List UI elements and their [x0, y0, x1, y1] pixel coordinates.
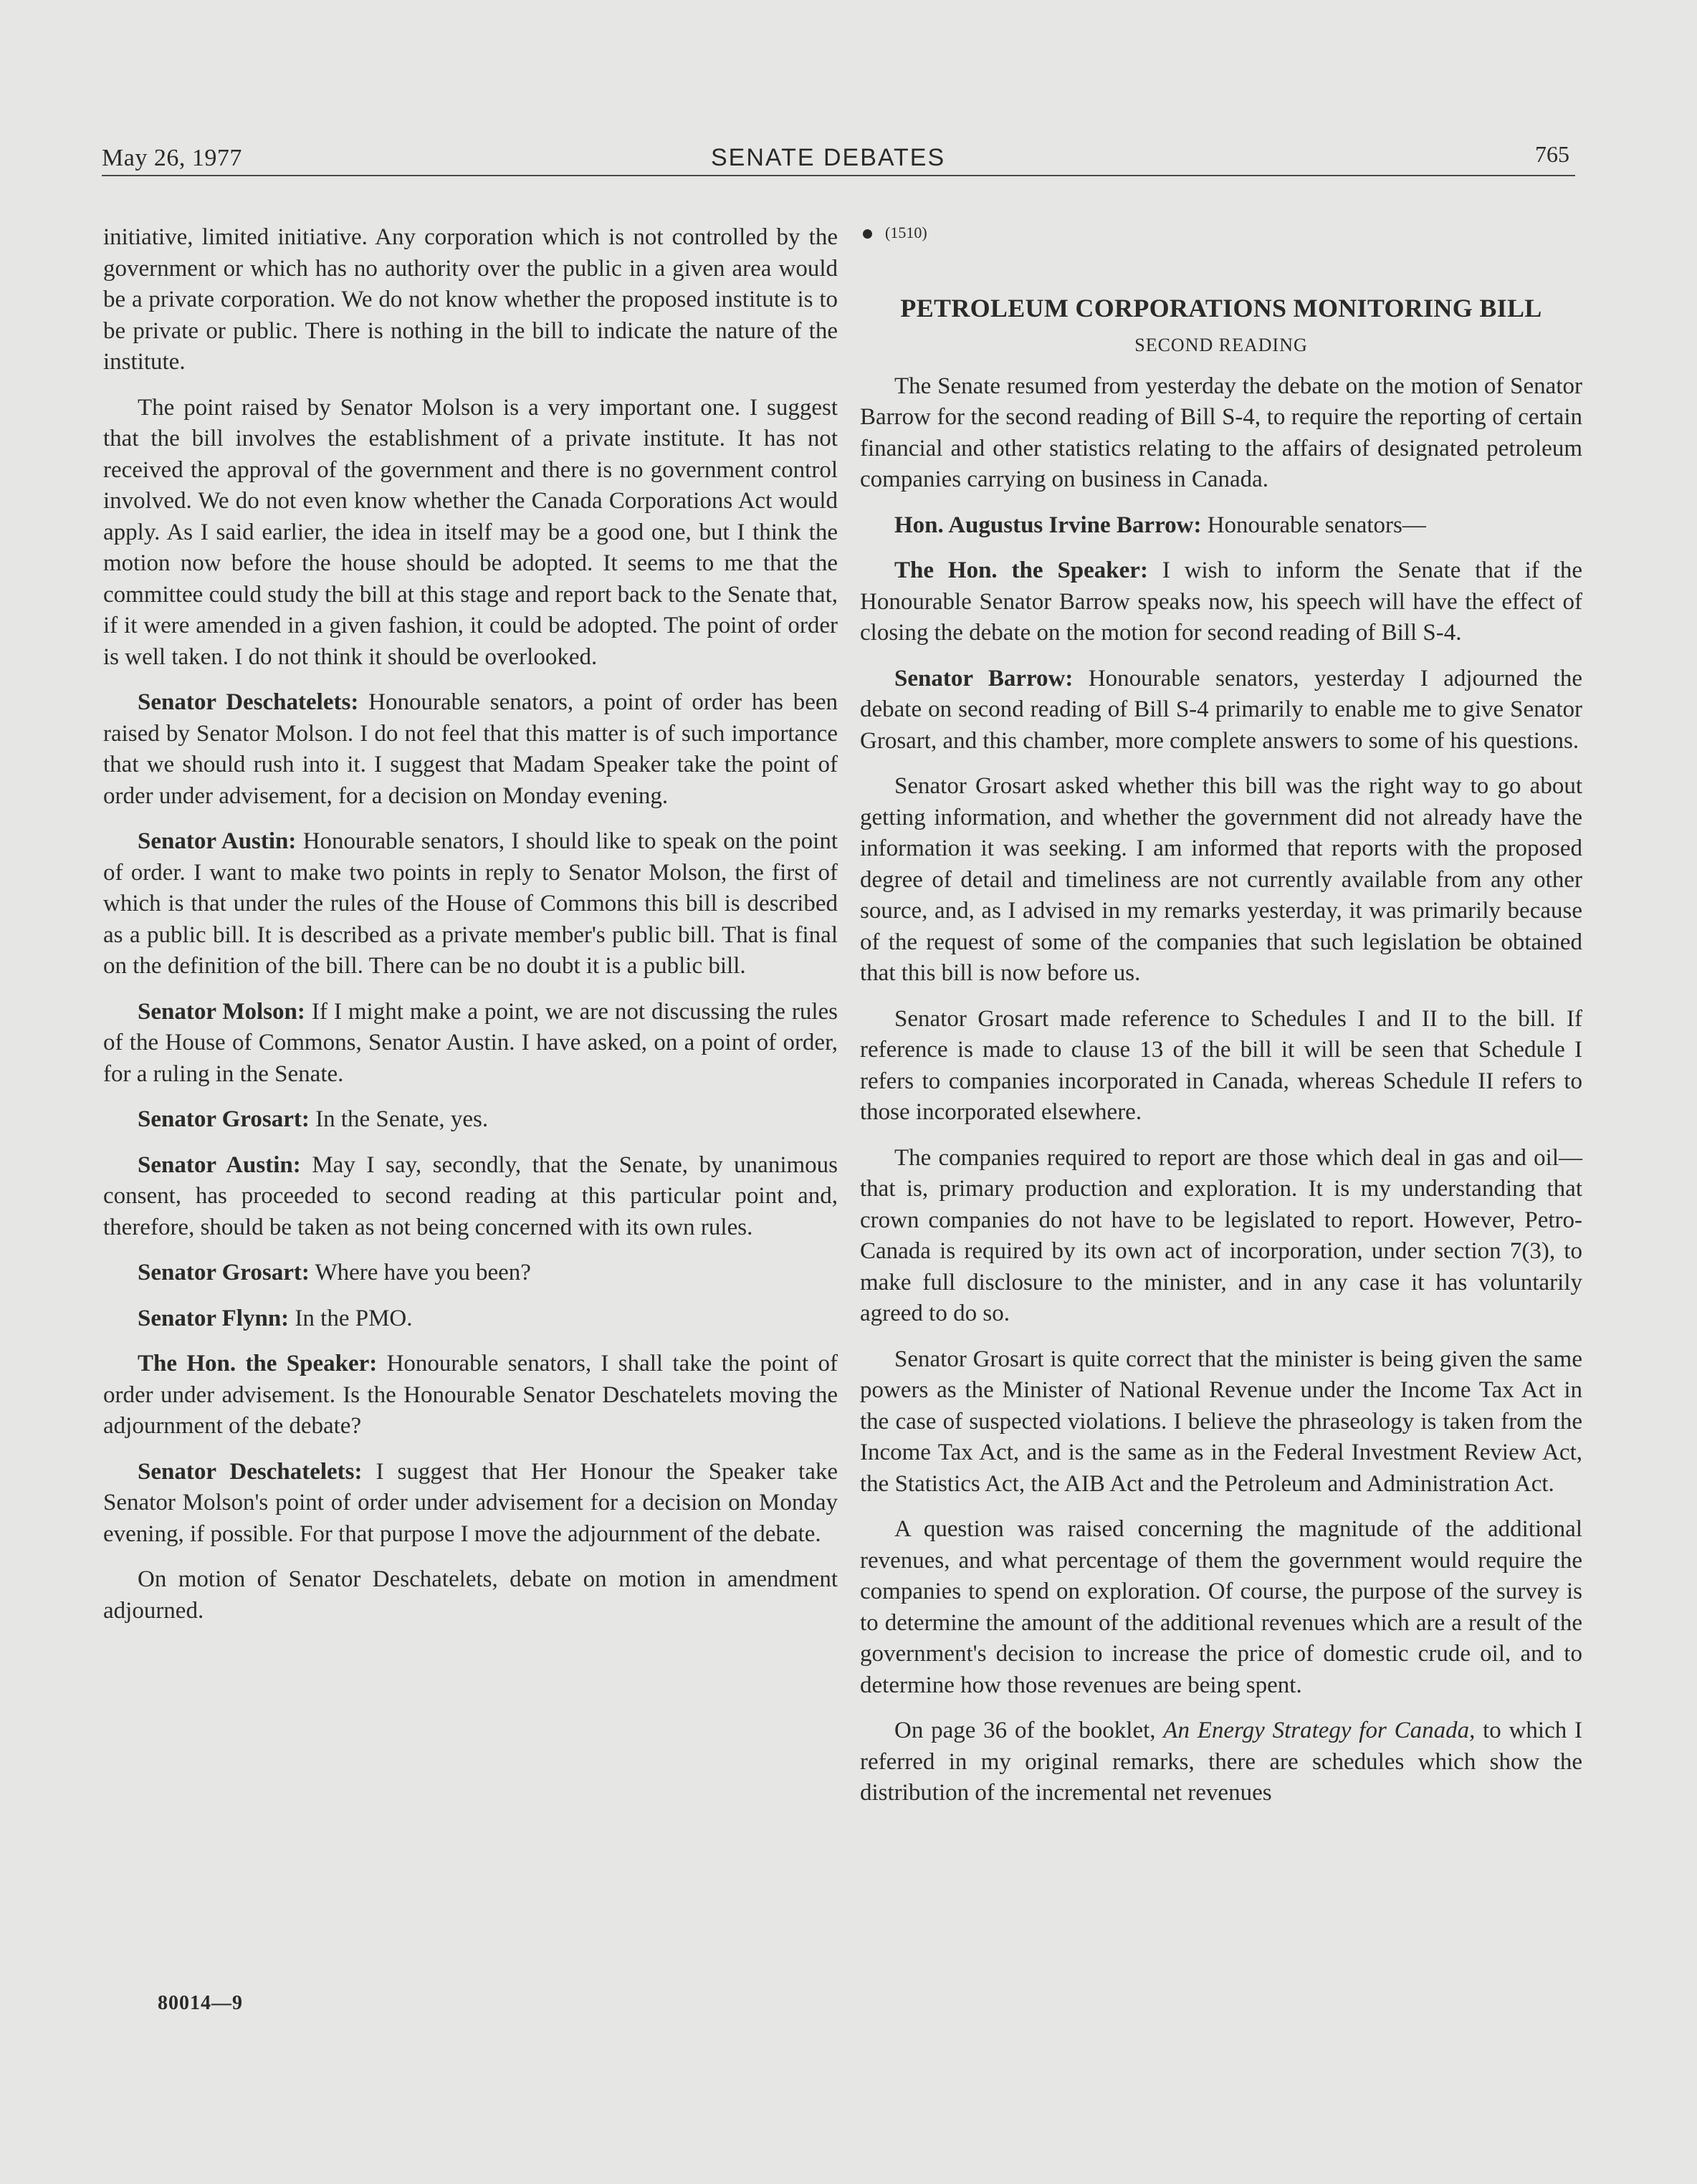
speech-text: If I might make a point, we are not discussing the rules of the House of Commons, Senator Austin. I have asked, on a point of order, for a ruling in the Senate. [103, 998, 838, 1087]
section-title: PETROLEUM CORPORATIONS MONITORING BILL [900, 294, 1542, 322]
speaker-name: Senator Grosart: [138, 1260, 310, 1285]
page-number: 765 [1535, 141, 1569, 167]
time-marker [860, 222, 1582, 251]
print-code: 80014—9 [158, 1992, 243, 2014]
right-column [860, 222, 1582, 1824]
speech-text: Honourable senators, a point of order has been raised by Senator Molson. I do not feel that this matter is of such importance that we should rush into it. I suggest that Madam Speaker take the point of order under advisement, for a decision on Monday evening. [103, 689, 838, 809]
speech-text: I wish to inform the Senate that if the Honourable Senator Barrow speaks now, his speech will have the effect of closing the debate on the motion for second reading of Bill S-4. [860, 557, 1582, 646]
paragraph-text: On page 36 of the booklet, [894, 1718, 1164, 1743]
speech-text: Honourable senators, I should like to speak on the point of order. I want to make two points in reply to Senator Molson, the first of which is that under the rules of the House of Commons this bill is described as a public bill. It is described as a private member's public bill. That is final on the definition of the bill. There can be no doubt it is a public bill. [103, 828, 838, 979]
speech-paragraph [103, 1349, 838, 1442]
speech-paragraph [103, 1457, 838, 1551]
speech-paragraph [860, 664, 1582, 757]
paragraph: Senator Grosart made reference to Schedules I and II to the bill. If reference is made to clause 13 of the bill it will be seen that Schedule I refers to companies incorporated in Canada, whereas Schedule II refers to those incorporated elsewhere. [860, 1005, 1582, 1125]
paragraph: The companies required to report are those which deal in gas and oil—that is, primary production and exploration. It is my understanding that crown companies do not have to be legislated to report. However, Petro-Canada is required by its own act of incorporation, under section 7(3), to make full disclosure to the minister, and in any case it has voluntarily agreed to do so. [860, 1144, 1582, 1326]
speaker-name: Senator Deschatelets: [138, 1458, 363, 1485]
speaker-name: Hon. Augustus Irvine Barrow: [894, 512, 1202, 538]
booklet-title: An Energy Strategy for Canada, [1163, 1718, 1476, 1743]
speaker-name: Senator Barrow: [894, 665, 1074, 691]
speech-paragraph [860, 510, 1582, 542]
speaker-name: Senator Grosart: [138, 1106, 310, 1132]
paragraph: Senator Grosart is quite correct that the minister is being given the same powers as the Minister of National Revenue under the Income Tax Act in the case of suspected violations. I believe the phraseology is taken from the Income Tax Act, and is the same as in the Federal Investment Review Act, the Statistics Act, the AIB Act and the Petroleum and Administration Act. [860, 1346, 1582, 1497]
paragraph: A question was raised concerning the magnitude of the additional revenues, and what percentage of them the government would require the companies to spend on exploration. Of course, the purpose of the survey is to determine the amount of the additional revenues which are a result of the government's decision to increase the price of domestic crude oil, and to determine how those revenues are being spent. [860, 1516, 1582, 1698]
paragraph-text: to which I referred in my original remarks, there are schedules which show the distribution of the incremental net revenues [860, 1718, 1582, 1806]
paragraph: Senator Grosart asked whether this bill was the right way to go about getting information, and whether the government did not already have the information it was seeking. I am informed that reports with the proposed degree of detail and timeliness are not currently available from any other source, and, as I advised in my remarks yesterday, it was primarily because of the request of some of the companies that such legislation be obtained that this bill is now before us. [860, 773, 1582, 986]
header-date: May 26, 1977 [102, 145, 242, 171]
paragraph: The point raised by Senator Molson is a very important one. I suggest that the bill involves the establishment of a private institute. It has not received the approval of the government and there is no government control involved. We do not even know whether the Canada Corporations Act would apply. As I said earlier, the idea in itself may be a good one, but I think the motion now before the house should be adopted. It seems to me that the committee could study the bill at this stage and report back to the Senate that, if it were amended in a given fashion, it could be adopted. The point of order is well taken. I do not think it should be overlooked. [103, 394, 838, 670]
bullet-icon [863, 229, 872, 239]
speech-paragraph [103, 997, 838, 1091]
speech-text: Honourable senators, yesterday I adjourned the debate on second reading of Bill S-4 primarily to enable me to give Senator Grosart, and this chamber, more complete answers to some of his questions. [860, 665, 1582, 754]
paragraph: On motion of Senator Deschatelets, debate on motion in amendment adjourned. [103, 1566, 838, 1624]
section-subtitle: SECOND READING [1134, 335, 1308, 355]
speaker-name: Senator Austin: [138, 1151, 301, 1178]
speech-text: Honourable senators— [1201, 512, 1426, 538]
paragraph: The Senate resumed from yesterday the debate on the motion of Senator Barrow for the second reading of Bill S-4, to require the reporting of certain financial and other statistics relating to the affairs of designated petroleum companies carrying on business in Canada. [860, 373, 1582, 492]
speech-text: In the Senate, yes. [309, 1106, 489, 1132]
speaker-name: The Hon. the Speaker: [138, 1351, 378, 1376]
speech-paragraph [860, 555, 1582, 649]
speaker-name: Senator Austin: [138, 828, 297, 854]
page-header [102, 129, 1575, 176]
time-marker-text: (1510) [885, 224, 927, 241]
speech-paragraph [103, 1303, 838, 1335]
speaker-name: Senator Flynn: [138, 1305, 290, 1331]
speech-text: May I say, secondly, that the Senate, by unanimous consent, has proceeded to second reading at this particular point and, therefore, should be taken as not being concerned with its own rules. [103, 1151, 838, 1240]
paragraph [860, 1715, 1582, 1809]
left-column [103, 222, 838, 1641]
speech-text: I suggest that Her Honour the Speaker take Senator Molson's point of order under advisement for a decision on Monday evening, if possible. For that purpose I move the adjournment of the debate. [103, 1458, 838, 1547]
speech-paragraph [103, 1104, 838, 1136]
speech-paragraph [103, 1258, 838, 1289]
paragraph: initiative, limited initiative. Any corporation which is not controlled by the government or which has no authority over the public in a given area would be a private corporation. We do not know whether the proposed institute is to be private or public. There is nothing in the bill to indicate the nature of the institute. [103, 224, 838, 375]
speech-text: In the PMO. [289, 1305, 413, 1331]
speaker-name: Senator Deschatelets: [138, 689, 359, 715]
speaker-name: The Hon. the Speaker: [894, 557, 1148, 583]
speech-paragraph [103, 826, 838, 982]
header-title: SENATE DEBATES [711, 144, 946, 171]
speech-text: Honourable senators, I shall take the point of order under advisement. Is the Honourable Senator Deschatelets moving the adjournment of the debate? [103, 1351, 838, 1439]
speech-paragraph [103, 687, 838, 812]
speech-paragraph [103, 1150, 838, 1244]
speech-text: Where have you been? [309, 1260, 531, 1285]
speaker-name: Senator Molson: [138, 998, 305, 1025]
